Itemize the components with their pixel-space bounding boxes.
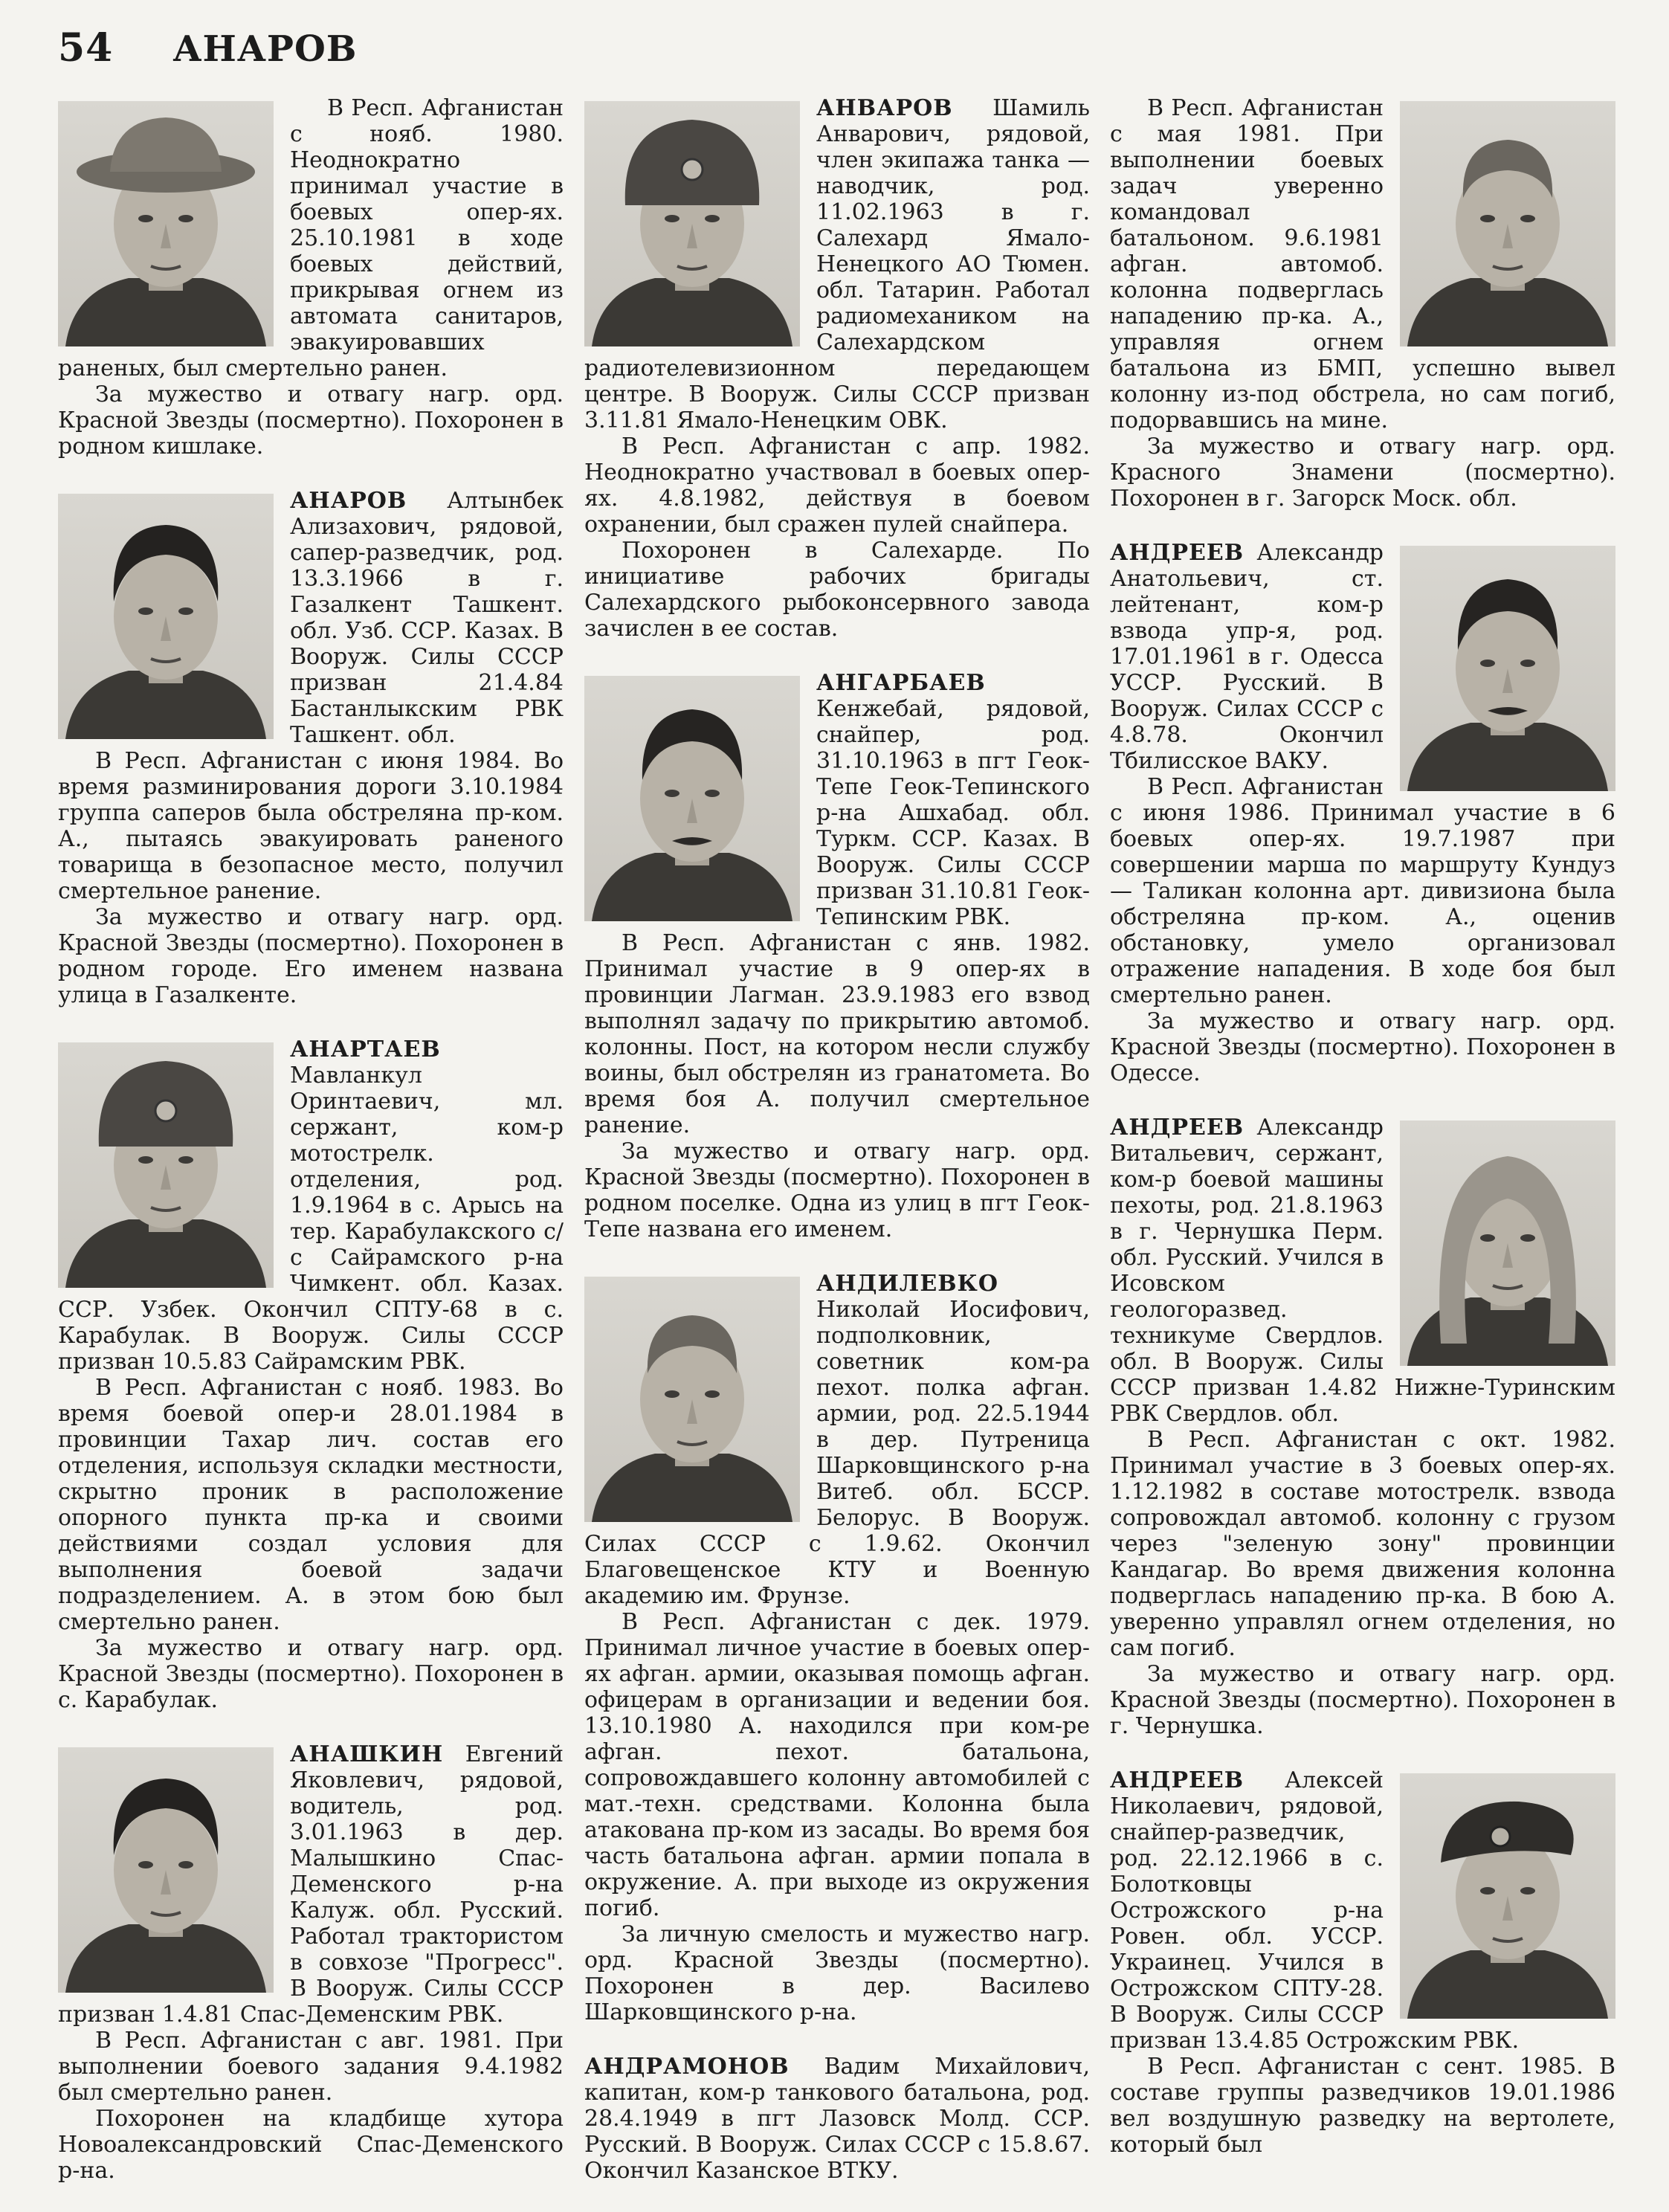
portrait-drawing xyxy=(1400,101,1615,346)
entry-surname: АНДРЕЕВ xyxy=(1110,1767,1245,1793)
entry-bio: Алексей Николаевич, рядовой, снайпер-разведчик, род. 22.12.1966 в с. Болотковцы Острожского р-на Ровен. обл. УССР. Украинец. Учился в Острожском СПТУ-28. В Вооруж. Силы СССР призван 13.4.85 Острожским РВК. xyxy=(1110,1767,1520,2054)
entry-bio: Николай Иосифович, подполковник, советник ком-ра пехот. полка афган. армии, род. 22.5.1944 в дер. Путреница Шарковщинского р-на Витеб. обл. БССР. Белорус. В Вооруж. Силах СССР с 1.9.62. Окончил Благовещенское КТУ и Военную академию им. Фрунзе. xyxy=(584,1297,1090,1609)
portrait-drawing xyxy=(1400,1120,1615,1366)
entry-paragraph: В Респ. Афганистан с нояб. 1980. Неоднократно принимал участие в боевых опер-ях. 25.10.1981 в ходе боевых действий, прикрывая огнем из автомата санитаров, эвакуировавших раненых, был смертельно ранен. xyxy=(58,95,564,381)
running-head: АНАРОВ xyxy=(172,28,358,70)
portrait-drawing xyxy=(584,101,800,346)
portrait-photo xyxy=(584,101,800,346)
entry-anartaev xyxy=(58,1036,564,1713)
entry-anarov xyxy=(58,488,564,1008)
portrait-drawing xyxy=(58,1042,274,1288)
portrait-photo xyxy=(58,101,274,346)
entry-bio: Мавланкул Оринтаевич, мл. сержант, ком-р мотострелк. отделения, род. 1.9.1964 в с. Арысь на тер. Карабулакского с/с Сайрамского р-на Чимкент. обл. Казах. ССР. Узбек. Окончил СПТУ-68 в с. Карабулак. В Вооруж. Силы СССР призван 10.5.83 Сайрамским РВК. xyxy=(58,1063,564,1375)
entry-anvarov xyxy=(584,95,1090,642)
entry-bio: Алтынбек Ализахович, рядовой, сапер-разведчик, род. 13.3.1966 в г. Газалкент Ташкент. обл. Узб. ССР. Казах. В Вооруж. Силы СССР призван 21.4.84 Бастанлыкским РВК Ташкент. обл. xyxy=(290,488,564,748)
portrait-drawing xyxy=(58,494,274,739)
entry-paragraph: В Респ. Афганистан с авг. 1981. При выполнении боевого задания 9.4.1982 был смертельно ранен. xyxy=(58,2028,564,2106)
entry-paragraph: За мужество и отвагу нагр. орд. Красной Звезды (посмертно). Похоронен в г. Чернушка. xyxy=(1110,1661,1615,1739)
portrait-photo xyxy=(1400,1120,1615,1366)
entry-surname: АНДРЕЕВ xyxy=(1110,540,1245,566)
entry-surname: АНДРЕЕВ xyxy=(1110,1115,1245,1141)
entry-surname: АНВАРОВ xyxy=(816,95,953,121)
portrait-drawing xyxy=(58,1747,274,1993)
column-1 xyxy=(58,95,564,2212)
portrait-photo xyxy=(584,676,800,921)
entry-anvarov-cont xyxy=(1110,95,1615,512)
column-3 xyxy=(1110,95,1615,2186)
page-header xyxy=(58,25,357,71)
entry-paragraph: В Респ. Афганистан с сент. 1985. В составе группы разведчиков 19.01.1986 вел воздушную разведку на вертолете, который был xyxy=(1110,2054,1615,2158)
entry-paragraph: В Респ. Афганистан с июня 1986. Принимал участие в 6 боевых опер-ях. 19.7.1987 при совершении марша по маршруту Кундуз — Таликан колонна арт. дивизиона была обстреляна пр-ком. А., оценив обстановку, умело организовал отражение нападения. В ходе боя был смертельно ранен. xyxy=(1110,774,1615,1008)
entry-paragraph: Похоронен на кладбище хутора Новоалександровский Спас-Деменского р-на. xyxy=(58,2106,564,2184)
portrait-photo xyxy=(1400,546,1615,791)
entry-paragraph: За мужество и отвагу нагр. орд. Красной Звезды (посмертно). Похоронен в с. Карабулак. xyxy=(58,1635,564,1713)
portrait-drawing xyxy=(584,1277,800,1522)
entry-paragraph: В Респ. Афганистан с апр. 1982. Неоднократно участвовал в боевых опер-ях. 4.8.1982, действуя в боевом охранении, был сражен пулей снайпера. xyxy=(584,433,1090,538)
entry-paragraph: В Респ. Афганистан с окт. 1982. Принимал участие в 3 боевых опер-ях. 1.12.1982 в составе мотострелк. взвода сопровождал автомоб. колонну с грузом через "зеленую зону" провинции Кандагар. Во время движения колонна подверглась нападению пр-ка. В бою А. уверенно управлял огнем отделения, но сам погиб. xyxy=(1110,1427,1615,1661)
entry-paragraph: За мужество и отвагу нагр. орд. Красной Звезды (посмертно). Похоронен в Одессе. xyxy=(1110,1008,1615,1086)
column-2 xyxy=(584,95,1090,2212)
entry-andramonov xyxy=(584,2054,1090,2184)
entry-heading xyxy=(584,2054,1090,2184)
portrait-drawing xyxy=(58,101,274,346)
entry-surname: АНАРТАЕВ xyxy=(290,1036,441,1063)
entry-andreev-an xyxy=(1110,1767,1615,2158)
entry-surname: АНГАРБАЕВ xyxy=(816,670,986,696)
portrait-drawing xyxy=(1400,546,1615,791)
entry-paragraph: За мужество и отвагу нагр. орд. Красной Звезды (посмертно). Похоронен в родном поселке. Одна из улиц в пгт Геок-Тепе названа его именем. xyxy=(584,1138,1090,1242)
entry-paragraph: В Респ. Афганистан с дек. 1979. Принимал личное участие в боевых опер-ях афган. армии, оказывая помощь афган. офицерам в организации и ведении боя. 13.10.1980 А. находился при ком-ре афган. пехот. батальона, сопровождавшего колонну автомобилей с мат.-техн. средствами. Колонна была атакована пр-ком из засады. Во время боя часть батальона афган. армии попала в окружение. А. при выходе из окружения погиб. xyxy=(584,1609,1090,1921)
entry-surname: АНДИЛЕВКО xyxy=(816,1271,998,1297)
entry-surname: АНАРОВ xyxy=(290,488,407,514)
entry-paragraph: За мужество и отвагу нагр. орд. Красного Знамени (посмертно). Похоронен в г. Загорск Моск. обл. xyxy=(1110,433,1615,512)
entry-paragraph: В Респ. Афганистан с нояб. 1983. Во время боевой опер-и 28.01.1984 в провинции Тахар лич. состав его отделения, используя складки местности, скрытно проник в расположение опорного пункта пр-ка и своими действиями создал условия для выполнения боевой задачи подразделением. А. в этом бою был смертельно ранен. xyxy=(58,1375,564,1635)
entry-bio: Александр Витальевич, сержант, ком-р боевой машины пехоты, род. 21.8.1963 в г. Чернушка Перм. обл. Русский. Учился в Исовском геологоразвед. техникуме Свердлов. обл. В Вооруж. Силы СССР призван 1.4.82 Нижне-Туринским РВК Свердлов. обл. xyxy=(1110,1115,1615,1427)
entry-bio: Кенжебай, рядовой, снайпер, род. 31.10.1963 в пгт Геок-Тепе Геок-Тепинского р-на Ашхабад. обл. Туркм. ССР. Казах. В Вооруж. Силы СССР призван 31.10.81 Геок-Тепинским РВК. xyxy=(816,696,1090,930)
entry-anashkin xyxy=(58,1741,564,2184)
entry-surname: АНАШКИН xyxy=(290,1741,444,1767)
portrait-photo xyxy=(1400,101,1615,346)
portrait-drawing xyxy=(584,676,800,921)
portrait-drawing xyxy=(1400,1773,1615,2019)
entry-paragraph: Похоронен в Салехарде. По инициативе рабочих бригады Салехардского рыбоконсервного завода зачислен в ее состав. xyxy=(584,538,1090,642)
entry-bio: Александр Анатольевич, ст. лейтенант, ком-р взвода упр-я, род. 17.01.1961 в г. Одесса УССР. Русский. В Вооруж. Силах СССР с 4.8.78. Окончил Тбилисское ВАКУ. xyxy=(1110,540,1384,774)
entry-anarov-cont xyxy=(58,95,564,460)
portrait-photo xyxy=(58,1042,274,1288)
entry-andreev-av xyxy=(1110,1115,1615,1739)
page-number: 54 xyxy=(58,25,114,71)
entry-paragraph: За мужество и отвагу нагр. орд. Красной Звезды (посмертно). Похоронен в родном городе. Его именем названа улица в Газалкенте. xyxy=(58,904,564,1008)
entry-surname: АНДРАМОНОВ xyxy=(584,2054,790,2080)
portrait-photo xyxy=(58,494,274,739)
entry-bio: Вадим Михайлович, капитан, ком-р танкового батальона, род. 28.4.1949 в пгт Лазовск Молд. ССР. Русский. В Вооруж. Силах СССР с 15.8.67. Окончил Казанское ВТКУ. xyxy=(584,2054,1090,2184)
entry-paragraph: В Респ. Афганистан с июня 1984. Во время разминирования дороги 3.10.1984 группа саперов была обстреляна пр-ком. А., пытаясь эвакуировать раненого товарища в безопасное место, получил смертельное ранение. xyxy=(58,748,564,904)
entry-paragraph: За личную смелость и мужество нагр. орд. Красной Звезды (посмертно). Похоронен в дер. Василево Шарковщинского р-на. xyxy=(584,1921,1090,2025)
portrait-photo xyxy=(1400,1773,1615,2019)
portrait-photo xyxy=(584,1277,800,1522)
entry-paragraph: В Респ. Афганистан с янв. 1982. Принимал участие в 9 опер-ях в провинции Лагман. 23.9.1983 его взвод выполнял задачу по прикрытию автомоб. колонны. Пост, на котором несли службу воины, был обстрелян из гранатомета. Во время боя А. получил смертельное ранение. xyxy=(584,930,1090,1138)
portrait-photo xyxy=(58,1747,274,1993)
entry-andilevko xyxy=(584,1271,1090,2025)
entry-bio: Шамиль Анварович, рядовой, член экипажа танка — наводчик, род. 11.02.1963 в г. Салехард Ямало-Ненецкого АО Тюмен. обл. Татарин. Работал радиомехаником на Салехардском радиотелевизионном передающем центре. В Вооруж. Силы СССР призван 3.11.81 Ямало-Ненецким ОВК. xyxy=(584,95,1090,433)
entry-angarbaev xyxy=(584,670,1090,1242)
entry-bio: Евгений Яковлевич, рядовой, водитель, род. 3.01.1963 в дер. Малышкино Спас-Деменского р-на Калуж. обл. Русский. Работал трактористом в совхозе "Прогресс". В Вооруж. Силы СССР призван 1.4.81 Спас-Деменским РВК. xyxy=(58,1741,564,2028)
entry-paragraph: В Респ. Афганистан с мая 1981. При выполнении боевых задач уверенно командовал батальоном. 9.6.1981 афган. автомоб. колонна подверглась нападению пр-ка. А., управляя огнем батальона из БМП, успешно вывел колонну из-под обстрела, но сам погиб, подорвавшись на мине. xyxy=(1110,95,1615,433)
entry-paragraph: За мужество и отвагу нагр. орд. Красной Звезды (посмертно). Похоронен в родном кишлаке. xyxy=(58,381,564,460)
entry-andreev-aa xyxy=(1110,540,1615,1086)
